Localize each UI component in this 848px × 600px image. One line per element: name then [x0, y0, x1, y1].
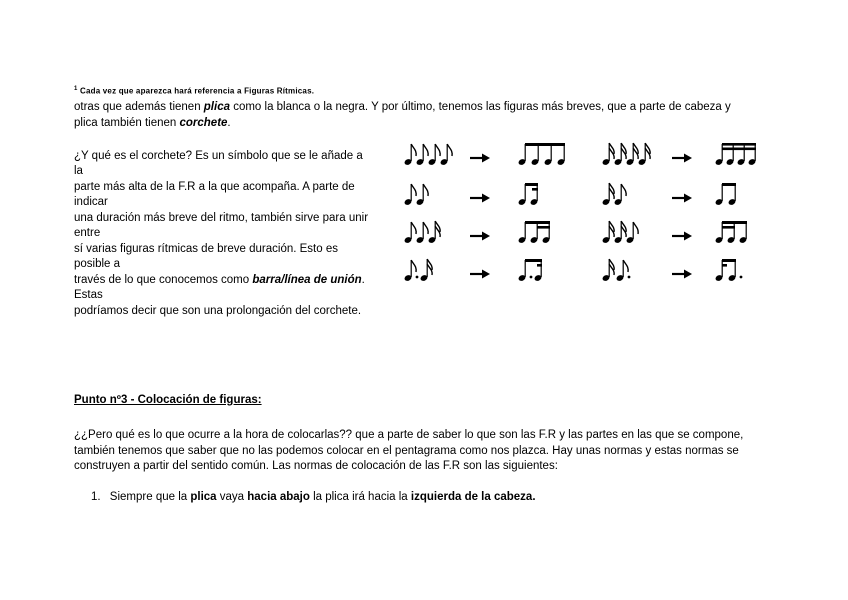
eighth-dotted-pair-icon [602, 259, 631, 282]
section-heading: Punto nº3 - Colocación de figuras: [74, 394, 262, 406]
figure-row-2 [404, 183, 737, 206]
emphasis-plica: plica [190, 491, 217, 503]
text-line: parte más alta de la F.R a la que acompaña. A parte de [74, 181, 355, 193]
text-line: ¿Y qué es el corchete? Es un símbolo que se le añade a [74, 150, 363, 162]
two-sixteenth-notes-icon [602, 183, 627, 206]
footnote-text: Cada vez que aparezca hará referencia a Figuras Rítmicas. [79, 86, 315, 96]
figure-row-1 [404, 143, 757, 166]
figure-row-4 [404, 259, 743, 282]
figure-row-3 [404, 221, 748, 244]
three-beamed-notes-icon [518, 221, 551, 244]
beamed-pair-with-dot-icon [715, 259, 743, 282]
list-number: 1. [91, 491, 101, 503]
footnote [74, 86, 314, 96]
arrow-icon [470, 154, 490, 163]
emphasis-barra: barra/línea de unión [252, 274, 362, 286]
text-line: entre [74, 227, 101, 239]
beamed-dotted-pair-icon [518, 259, 543, 282]
text-span: vaya [216, 491, 248, 503]
text-line [74, 273, 384, 288]
arrow-icon [672, 154, 692, 163]
text-line: sí varias figuras rítmicas de breve duración. Esto es [74, 243, 338, 255]
emphasis-corchete: corchete [179, 117, 228, 129]
dotted-eighth-pair-icon [404, 259, 433, 282]
four-eighth-notes-icon [404, 144, 453, 166]
four-sixteenth-notes-icon [602, 143, 651, 166]
paragraph-colocacion: ¿¿Pero qué es lo que ocurre a la hora de colocarlas?? que a parte de saber lo que son las F.R y las partes en las que se compone, también tenemos que saber que no las podemos colocar en el pentagrama como nos plazca. Hay unas normas y estas normas se construyen a partir del sentido común. Las normas de colocación de las F.R son las siguientes: [74, 429, 744, 472]
arrow-icon [672, 270, 692, 279]
rule-list-item [91, 491, 536, 503]
paragraph-plica-corchete [74, 99, 774, 131]
emphasis-izquierda: izquierda de la cabeza. [410, 491, 536, 503]
emphasis-plica: plica [203, 101, 230, 113]
text-line: podríamos decir que son una prolongación del corchete. [74, 305, 362, 317]
text-span: . [227, 117, 231, 129]
four-beamed-eighths-icon [518, 143, 566, 166]
text-span: Siempre que la [109, 491, 191, 503]
arrow-icon [470, 270, 490, 279]
text-line: una duración más breve del ritmo, también sirve para unir [74, 212, 369, 224]
four-beamed-sixteenths-icon [715, 143, 757, 166]
text-span: como la blanca o la negra. Y por último, tenemos las figuras más breves, que a parte de cabeza y [230, 101, 731, 113]
three-sixteenth-notes-icon [602, 221, 639, 244]
text-span: plica también tienen [74, 117, 180, 129]
text-span: otras que además tienen [74, 101, 204, 113]
emphasis-hacia-abajo: hacia abajo [247, 491, 310, 503]
text-span: través de lo que conocemos como [74, 274, 253, 286]
three-eighth-notes-icon [404, 221, 441, 244]
footnote-mark: 1 [74, 86, 78, 92]
rhythmic-figures-illustration [398, 140, 768, 290]
three-beamed-notes-right-icon [715, 221, 748, 244]
text-line: la [74, 165, 83, 177]
arrow-icon [672, 232, 692, 241]
two-beamed-notes-icon [715, 183, 737, 206]
beamed-eighth-sixteenth-icon [518, 183, 539, 206]
arrow-icon [672, 194, 692, 203]
text-line: posible a [74, 258, 121, 270]
text-line: indicar [74, 196, 108, 208]
text-span: la plica irá hacia la [309, 491, 411, 503]
text-line: Estas [74, 289, 103, 301]
arrow-icon [470, 194, 490, 203]
text-span: . [361, 274, 365, 286]
two-eighth-notes-icon [404, 184, 429, 206]
arrow-icon [470, 232, 490, 241]
